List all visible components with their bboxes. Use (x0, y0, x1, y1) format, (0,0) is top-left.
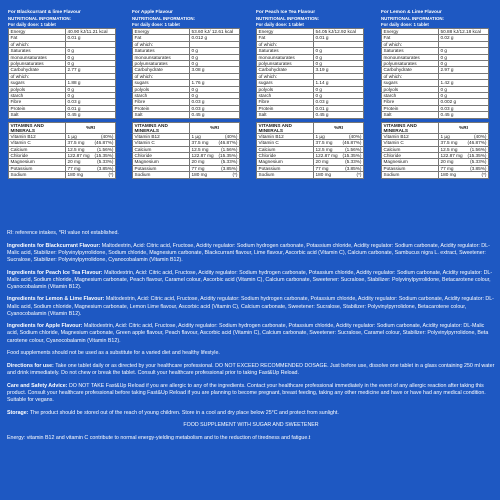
supplement-title: FOOD SUPPLEMENT WITH SUGAR AND SWEETENER (183, 422, 319, 429)
vitamin-ri: (15.35%) (94, 152, 114, 158)
nutrient-value: 0 g (314, 86, 364, 92)
nutrient-value: 54.05 kJ/12.92 kcal (314, 29, 364, 35)
nutrient-label: Saturates (9, 48, 66, 54)
vitamin-label: Vitamin B12 (257, 133, 314, 139)
nutrient-value: 0.03 g (439, 105, 489, 111)
vitamin-ri: (15.35%) (342, 152, 362, 158)
nutrient-value: 0 g (66, 48, 116, 54)
vitamin-label: Vitamin B12 (382, 133, 439, 139)
nutrient-label: starch (133, 93, 190, 99)
ri-note: RI: reference intakes, *RI value not established. (7, 230, 119, 236)
ri-header: %RI (314, 122, 364, 133)
nutrient-value: 1.76 g (190, 80, 240, 86)
vitamin-value: 20 mg (191, 159, 205, 165)
vitamin-label: Vitamin C (257, 140, 314, 146)
nutrient-label: Protein (133, 105, 190, 111)
nutrient-value: 0 g (66, 54, 116, 60)
nutrient-label: Carbohydrate (382, 67, 439, 73)
vitamin-value: 77 mg (440, 165, 454, 171)
nutrient-label: Protein (9, 105, 66, 111)
nutrient-label: Carbohydrate (133, 67, 190, 73)
vitamin-ri: (3.85%) (345, 165, 362, 171)
vitamin-label: Vitamin B12 (133, 133, 190, 139)
vitamin-label: Sodium (9, 172, 66, 178)
nutrient-value: 0.45 g (66, 112, 116, 118)
nutrition-table (8, 28, 116, 119)
nutrition-table (132, 28, 240, 119)
nutrient-value: 1.14 g (314, 80, 364, 86)
nutrient-value: 3.19 g (314, 67, 364, 73)
vitamins-header: VITAMINS AND MINERALS (133, 122, 190, 133)
nutrient-value: 0 g (439, 86, 489, 92)
nutrient-label: Carbohydrate (9, 67, 66, 73)
nutrient-label: of which: (382, 41, 439, 47)
panel-flavour-title: For Peach Ice Tea Flavour (256, 10, 316, 15)
nutrient-label: Saturates (382, 48, 439, 54)
nutrient-label: Fat (382, 35, 439, 41)
product-notes (7, 230, 495, 448)
nutrient-label: Saturates (257, 48, 314, 54)
nutrition-table (381, 28, 489, 119)
vitamin-label: Magnesium (9, 159, 66, 165)
nutrient-label: of which: (257, 73, 314, 79)
nutrition-panel (8, 10, 116, 179)
ingredients-peach: Ingredients for Peach Ice Tea Flavour: Maltodextrin, Acid: Citric acid, Fructose, Acidity regulator: Sodium hydrogen carbonate, Potassium chloride, Acidity regulator: Sodium carbonate, Acidity regulator: DL-Malic acid, Sodium chloride, Magnesium carbonate, Peach flavour, Caramel colour, Ascorbic acid (Vitamin C), Calcium carbonate, Sweetener: Sucralose, Stabilizer: Polyvinylpyrrolidone, Betacarotene colour, Cyanocobalamin (Vitamin B12). (7, 269, 493, 290)
energy-claim: Energy: vitamin B12 and vitamin C contribute to normal energy-yielding metabolism and to the reduction of tiredness and fatigue.t (7, 434, 311, 441)
vitamin-label: Magnesium (382, 159, 439, 165)
nutrient-label: starch (257, 93, 314, 99)
nutrient-value: 2.77 g (66, 67, 116, 73)
vitamin-value: 180 mg (67, 172, 84, 178)
nutrient-label: polyols (257, 86, 314, 92)
vitamin-value: 1 µg (440, 133, 450, 139)
vitamin-value-cell (439, 172, 489, 178)
vitamin-value: 1 µg (67, 133, 77, 139)
vitamin-value: 37.5 mg (440, 140, 458, 146)
vitamins-header-row (382, 122, 489, 133)
vitamin-ri: (5.33%) (97, 159, 114, 165)
nutrient-label: polyunsaturates (9, 61, 66, 67)
vitamin-ri: (*) (356, 172, 362, 178)
nutrient-value: 53.60 kJ/ 12.61 kcal (190, 29, 240, 35)
vitamins-header-row (133, 122, 240, 133)
nutrient-label: of which: (133, 41, 190, 47)
vitamin-row (133, 172, 240, 178)
nutrition-panel (256, 10, 364, 179)
nutrient-label: Fibre (382, 99, 439, 105)
nutrition-row (9, 112, 116, 118)
ingredients-blackcurrant: Ingredients for Blackcurrant Flavour: Maltodextrin, Acid: Citric acid, Fructose, Acidity regulator: Sodium hydrogen carbonate, Potassium chloride, Acidity regulator: Sodium carbonate, Acidity regulator: DL-Malic acid, Stabilizer: Polyvinylpyrrolidone, Sodium chloride, Magnesium carbonate, Blackcurrant flavour, Lime flavour, Ascorbic acid (Vitamin C), Calcium carbonate, Sambucus nigra L. extract, Sweetener: Sucralose, Stabilizer: Polyvinylpyrrolidone, Cyanocobalamin (Vitamin B12). (7, 242, 490, 263)
vitamin-label: Vitamin C (9, 140, 66, 146)
vitamin-label: Chloride (382, 152, 439, 158)
nutrient-label: of which: (9, 41, 66, 47)
nutrient-value: 0 g (439, 48, 489, 54)
vitamin-ri: (*) (481, 172, 487, 178)
nutrient-label: polyols (382, 86, 439, 92)
vitamin-value: 180 mg (440, 172, 457, 178)
nutrient-label: Carbohydrate (257, 67, 314, 73)
panel-subtitle: NUTRITIONAL INFORMATION: (8, 15, 72, 21)
panel-subtitle: NUTRITIONAL INFORMATION: (381, 15, 445, 21)
vitamin-label: Sodium (382, 172, 439, 178)
ri-header: %RI (66, 122, 116, 133)
nutrient-value: 0 g (190, 48, 240, 54)
nutrient-value: 2.97 g (439, 67, 489, 73)
vitamin-ri: (40%) (100, 133, 114, 139)
vitamin-label: Vitamin B12 (9, 133, 66, 139)
nutrient-value: 0.03 g (314, 99, 364, 105)
vitamin-value: 37.5 mg (315, 140, 333, 146)
nutrient-value: 1.88 g (66, 80, 116, 86)
vitamin-value: 122.87 mg (440, 152, 463, 158)
nutrient-label: sugars (382, 80, 439, 86)
nutrient-label: Fat (133, 35, 190, 41)
nutrient-value: 0 g (190, 86, 240, 92)
nutrition-panel (381, 10, 489, 179)
nutrient-value: 1.42 g (439, 80, 489, 86)
vitamin-ri: (1.56%) (470, 146, 487, 152)
vitamin-value: 37.5 mg (191, 140, 209, 146)
nutrient-value: 0.45 g (314, 112, 364, 118)
nutrient-label: Saturates (133, 48, 190, 54)
vitamin-label: Magnesium (133, 159, 190, 165)
nutrient-value: 0 g (439, 54, 489, 60)
vitamins-header: VITAMINS AND MINERALS (382, 122, 439, 133)
vitamin-label: Calcium (9, 146, 66, 152)
nutrient-value: 0.03 g (66, 99, 116, 105)
ingredients-lemon-lime: Ingredients for Lemon & Lime Flavour: Maltodextrin, Acid: Citric acid, Fructose, Acidity regulator: Sodium hydrogen carbonate, Potassium chloride, Acidity regulator: Sodium carbonate, Acidity regulator: DL-Malic acid, Sodium chloride, Magnesium carbonate, Lemon Lime flavour, Ascorbic acid (Vitamin C), Calcium carbonate, Sweetener: Sucralose, Stabilizer: Polyvinylpyrrolidone, Betacarotene colour, Cyanocobalamin (Vitamin B12). (7, 296, 494, 317)
safety-advice: Care and Safety Advice: DO NOT TAKE Fast&Up Reload if you are allergic to any of the ingredients. Contact your healthcare professional immediately in the event of any allergic reaction after taking this product. Consult your healthcare professional before taking Fast&Up Reload if you are planning to become pregnant, breast feeding, taking any other medicine and have or have had any medical condition. Suitable for vegans. (7, 382, 486, 403)
vitamin-ri: (*) (232, 172, 238, 178)
vitamin-value: 1 µg (191, 133, 201, 139)
nutrient-label: Energy (257, 29, 314, 35)
nutrient-label: monounsaturates (382, 54, 439, 60)
nutrient-label: of which: (382, 73, 439, 79)
nutrient-value: 50.88 kJ/12.18 kcal (439, 29, 489, 35)
vitamins-table (256, 122, 364, 179)
vitamin-label: Potassium (257, 165, 314, 171)
nutrient-label: Fat (257, 35, 314, 41)
nutrient-value: 3.08 g (190, 67, 240, 73)
vitamin-label: Magnesium (257, 159, 314, 165)
nutrient-label: Salt (257, 112, 314, 118)
vitamin-value-cell (190, 172, 240, 178)
vitamin-ri: (40%) (348, 133, 362, 139)
vitamin-value: 12.5 mg (440, 146, 458, 152)
vitamin-label: Sodium (133, 172, 190, 178)
panel-dose: For daily dose: 1 tablet (132, 21, 180, 27)
panel-subtitle: NUTRITIONAL INFORMATION: (132, 15, 196, 21)
panel-dose: For daily dose: 1 tablet (381, 21, 429, 27)
vitamins-table (132, 122, 240, 179)
nutrient-value: 0.02 g (439, 35, 489, 41)
nutrient-label: Salt (382, 112, 439, 118)
nutrient-label: Fibre (257, 99, 314, 105)
nutrient-value: 0 g (314, 54, 364, 60)
nutrient-value: 0 g (66, 93, 116, 99)
vitamin-value: 12.5 mg (191, 146, 209, 152)
vitamin-value: 37.5 mg (67, 140, 85, 146)
vitamin-label: Chloride (257, 152, 314, 158)
nutrient-label: polyunsaturates (257, 61, 314, 67)
vitamin-value: 20 mg (67, 159, 81, 165)
vitamin-label: Calcium (382, 146, 439, 152)
vitamin-ri: (3.85%) (97, 165, 114, 171)
vitamin-label: Potassium (9, 165, 66, 171)
nutrient-value: 0 g (439, 61, 489, 67)
nutrient-label: of which: (257, 41, 314, 47)
nutrient-label: monounsaturates (9, 54, 66, 60)
vitamins-header: VITAMINS AND MINERALS (257, 122, 314, 133)
nutrient-value: 0 g (314, 93, 364, 99)
vitamin-ri: (46.87%) (94, 140, 114, 146)
vitamins-table (8, 122, 116, 179)
vitamin-value: 122.87 mg (191, 152, 214, 158)
nutrient-label: Salt (9, 112, 66, 118)
vitamin-ri: (15.35%) (467, 152, 487, 158)
nutrient-label: Fibre (9, 99, 66, 105)
vitamin-label: Chloride (9, 152, 66, 158)
nutrient-label: Energy (133, 29, 190, 35)
vitamin-value: 12.5 mg (315, 146, 333, 152)
nutrient-value: 0 g (190, 54, 240, 60)
panel-dose: For daily dose: 1 tablet (8, 21, 56, 27)
vitamin-ri: (46.87%) (467, 140, 487, 146)
nutrient-value: 0.01 g (66, 105, 116, 111)
vitamin-value-cell (314, 172, 364, 178)
nutrient-value: 0.45 g (190, 112, 240, 118)
vitamin-ri: (*) (108, 172, 114, 178)
nutrient-label: polyunsaturates (133, 61, 190, 67)
nutrient-value: 0 g (190, 61, 240, 67)
nutrient-value: 0 g (439, 93, 489, 99)
panel-subtitle: NUTRITIONAL INFORMATION: (256, 15, 320, 21)
vitamin-label: Vitamin C (382, 140, 439, 146)
storage: Storage: The product should be stored out of the reach of young children. Store in a cool and dry place below 25°C and protect from sunlight. (7, 409, 339, 416)
panel-dose: For daily dose: 1 tablet (256, 21, 304, 27)
ri-header: %RI (190, 122, 240, 133)
nutrient-label: Fibre (133, 99, 190, 105)
nutrient-label: Energy (9, 29, 66, 35)
nutrient-value: 0.01 g (66, 35, 116, 41)
vitamin-label: Chloride (133, 152, 190, 158)
panel-flavour-title: For Apple Flavour (132, 10, 173, 15)
nutrition-row (133, 112, 240, 118)
supplement-note: Food supplements should not be used as a substitute for a varied diet and healthy lifestyle. (7, 350, 220, 357)
vitamin-value-cell (66, 172, 116, 178)
nutrient-label: of which: (9, 73, 66, 79)
vitamin-value: 20 mg (315, 159, 329, 165)
vitamin-row (9, 172, 116, 178)
nutrient-label: monounsaturates (133, 54, 190, 60)
nutrient-value: 0.45 g (439, 112, 489, 118)
vitamin-ri: (3.85%) (221, 165, 238, 171)
nutrient-value: 0 g (66, 86, 116, 92)
nutrient-value: 0 g (190, 93, 240, 99)
nutrition-table (256, 28, 364, 119)
vitamins-header-row (257, 122, 364, 133)
vitamin-label: Calcium (257, 146, 314, 152)
vitamin-value: 77 mg (67, 165, 81, 171)
vitamin-ri: (5.33%) (221, 159, 238, 165)
vitamin-ri: (5.33%) (345, 159, 362, 165)
vitamin-label: Sodium (257, 172, 314, 178)
nutrient-value: 0.03 g (190, 105, 240, 111)
nutrient-label: starch (382, 93, 439, 99)
vitamin-value: 77 mg (315, 165, 329, 171)
nutrient-value: 40.90 kJ/11.21 kcal (66, 29, 116, 35)
vitamin-value: 180 mg (315, 172, 332, 178)
vitamins-header-row (9, 122, 116, 133)
ingredients-apple: Ingredients for Apple Flavour: Maltodextrin, Acid: Citric acid, Fructose, Acidity regulator: Sodium hydrogen carbonate, Potassium chloride, Acidity regulator: Sodium carbonate, Acidity regulator: DL-Malic acid, Sodium chloride, Magnesium carbonate, Green apple flavour, Peach flavour, Ascorbic acid (Vitamin C), Calcium carbonate, Sweetener: Sucralose, Caramel colour, Stabilizer: Polyvinylpyrrolidone, Beta carotene colour, Cyanocobalamin (Vitamin B12). (7, 323, 489, 344)
nutrient-value: 0.01 g (314, 105, 364, 111)
nutrient-label: Salt (133, 112, 190, 118)
vitamin-value: 122.87 mg (315, 152, 338, 158)
nutrient-value: 0 g (314, 48, 364, 54)
nutrient-value: 0.03 g (190, 99, 240, 105)
vitamin-ri: (1.56%) (97, 146, 114, 152)
nutrient-value: 0 g (314, 61, 364, 67)
nutrient-label: Fat (9, 35, 66, 41)
vitamin-label: Potassium (382, 165, 439, 171)
vitamin-value: 20 mg (440, 159, 454, 165)
vitamin-label: Calcium (133, 146, 190, 152)
vitamin-row (257, 172, 364, 178)
vitamin-ri: (40%) (473, 133, 487, 139)
vitamin-ri: (1.56%) (221, 146, 238, 152)
directions: Directions for use: Take one tablet daily or as directed by your healthcare professional. DO NOT EXCEED RECOMMENDED DOSAGE. Just before use, dissolve one tablet in a glass containing 250 ml water and drink immediately. Do not chew or break the tablet. Consult your healthcare professional prior to taking Fast&Up Reload. (7, 362, 495, 376)
vitamin-label: Potassium (133, 165, 190, 171)
nutrient-label: Energy (382, 29, 439, 35)
vitamin-value: 1 µg (315, 133, 325, 139)
nutrient-label: monounsaturates (257, 54, 314, 60)
nutrient-label: starch (9, 93, 66, 99)
nutrient-label: polyols (9, 86, 66, 92)
vitamin-ri: (46.87%) (342, 140, 362, 146)
nutrient-label: polyunsaturates (382, 61, 439, 67)
panel-flavour-title: For Lemon & Lime Flavour (381, 10, 442, 15)
vitamin-ri: (5.33%) (470, 159, 487, 165)
vitamin-ri: (1.56%) (345, 146, 362, 152)
vitamin-ri: (46.87%) (218, 140, 238, 146)
nutrient-value: 0.012 g (190, 35, 240, 41)
vitamin-row (382, 172, 489, 178)
nutrient-value: 0 g (66, 61, 116, 67)
panel-flavour-title: For Blackcurrant & lime Flavour (8, 10, 81, 15)
nutrient-label: polyols (133, 86, 190, 92)
vitamin-ri: (15.35%) (218, 152, 238, 158)
nutrient-label: sugars (257, 80, 314, 86)
nutrient-label: sugars (133, 80, 190, 86)
nutrition-row (257, 112, 364, 118)
vitamin-value: 77 mg (191, 165, 205, 171)
nutrient-label: sugars (9, 80, 66, 86)
nutrition-panel (132, 10, 240, 179)
nutrient-label: Protein (257, 105, 314, 111)
vitamins-table (381, 122, 489, 179)
vitamin-label: Vitamin C (133, 140, 190, 146)
ri-header: %RI (439, 122, 489, 133)
vitamin-value: 180 mg (191, 172, 208, 178)
nutrient-value: 0.002 g (439, 99, 489, 105)
vitamin-ri: (40%) (224, 133, 238, 139)
nutrient-value: 0.01 g (314, 35, 364, 41)
vitamin-ri: (3.85%) (470, 165, 487, 171)
nutrition-row (382, 112, 489, 118)
vitamins-header: VITAMINS AND MINERALS (9, 122, 66, 133)
vitamin-value: 122.87 mg (67, 152, 90, 158)
nutrient-label: Protein (382, 105, 439, 111)
nutrient-label: of which: (133, 73, 190, 79)
vitamin-value: 12.5 mg (67, 146, 85, 152)
